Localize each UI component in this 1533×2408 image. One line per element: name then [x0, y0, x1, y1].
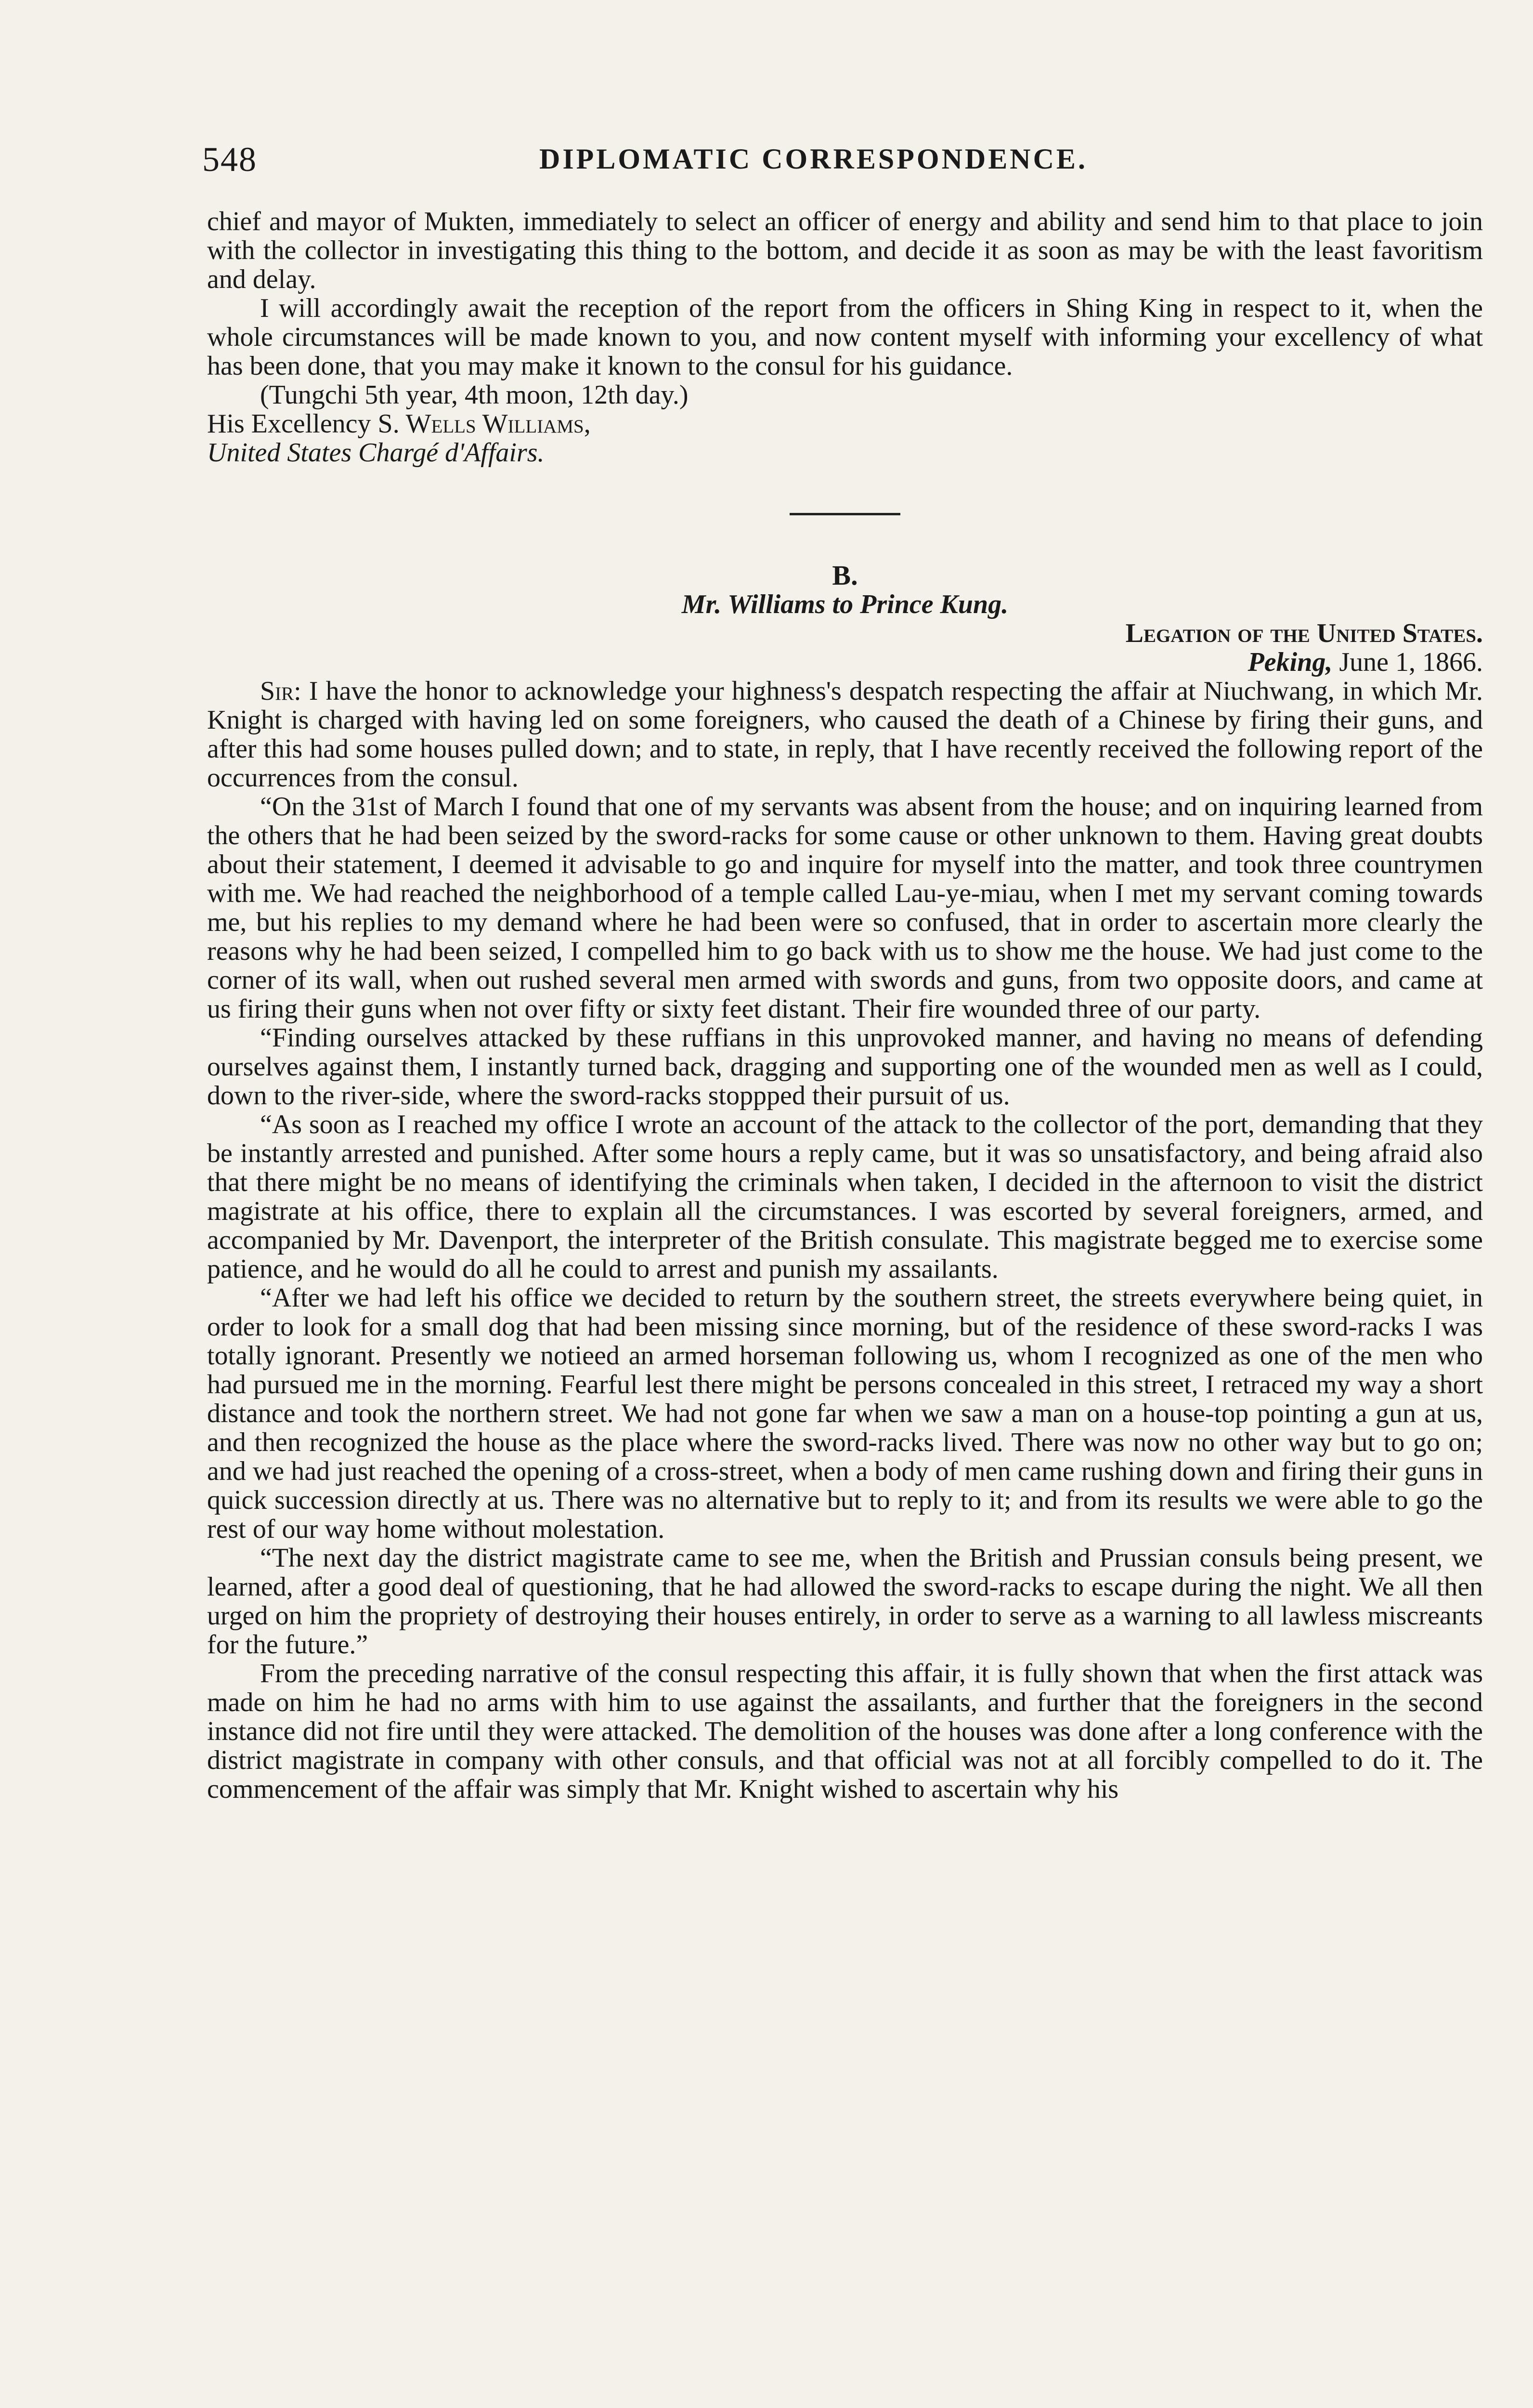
- running-head: DIPLOMATIC CORRESPONDENCE.: [539, 143, 1088, 175]
- quoted-paragraph: “As soon as I reached my office I wrote an account of the attack to the collector of the port, demanding that they be instantly arrested and punished. After some hours a reply came, but it was so unsatisfactory, and being afraid also that there might be no means of identifying the criminals when taken, I decided in the afternoon to visit the district magistrate at his office, there to explain all the circumstances. I was escorted by several foreigners, armed, and accompanied by Mr. Davenport, the interpreter of the British consulate. This magistrate begged me to exercise some patience, and he would do all he could to arrest and punish my assailants.: [207, 1110, 1483, 1284]
- paragraph: I will accordingly await the reception of the report from the officers in Shing King in respect to it, when the whole circumstances will be made known to you, and now content myself with informing your excellency of what has been done, that you may make it known to the consul for his guidance.: [207, 293, 1483, 381]
- letter-title: Mr. Williams to Prince Kung.: [681, 589, 1009, 619]
- addressee-prefix: His Excellency: [207, 409, 371, 439]
- opening-text: : I have the honor to acknowledge your highness's despatch respecting the affair at Niuchwang, in which Mr. Knight is charged with having led on some foreigners, who caused the death of a Chinese by firing their guns, and after this had some houses pulled down; and to state, in reply, that I have recently received the following report of the occurrences from the consul.: [207, 676, 1483, 793]
- letterhead: Legation of the United States.: [1125, 618, 1483, 648]
- addressee-name: S. Wells Williams,: [377, 409, 591, 439]
- addressee-title: United States Chargé d'Affairs.: [207, 438, 545, 468]
- quoted-paragraph: “The next day the district magistrate came to see me, when the British and Prussian consuls being present, we learned, after a good deal of questioning, that he had allowed the sword-racks to escape during the night. We all then urged on him the propriety of destroying their houses entirely, in order to serve as a warning to all lawless miscreants for the future.”: [207, 1543, 1483, 1660]
- paragraph: [207, 677, 1483, 792]
- place-date: [207, 648, 1483, 677]
- quoted-paragraph: “On the 31st of March I found that one of my servants was absent from the house; and on inquiring learned from the others that he had been seized by the sword-racks for some cause or other unknown to them. Having great doubts about their statement, I deemed it advisable to go and inquire for myself into the matter, and took three countrymen with me. We had reached the neighborhood of a temple called Lau-ye-miau, when I met my servant coming towards me, but his replies to my demand where he had been were so confused, that in order to ascertain more clearly the reasons why he had been seized, I compelled him to go back with us to show me the house. We had just come to the corner of its wall, when out rushed several men armed with swords and guns, from two opposite doors, and came at us firing their guns when not over fifty or sixty feet distant. Their fire wounded three of our party.: [207, 792, 1483, 1024]
- quoted-paragraph: “Finding ourselves attacked by these ruffians in this unprovoked manner, and having no means of defending ourselves against them, I instantly turned back, dragging and supporting one of the wounded men as well as I could, down to the river-side, where the sword-racks stoppped their pursuit of us.: [207, 1023, 1483, 1111]
- addressee-line: [207, 409, 1483, 438]
- body-text: [207, 207, 1483, 1804]
- section-divider: [790, 513, 900, 515]
- paragraph: From the preceding narrative of the consul respecting this affair, it is fully shown that when the first attack was made on him he had no arms with him to use against the assailants, and further that the foreigners in the second instance did not fire until they were attacked. The demolition of the houses was done after a long conference with the district magistrate in company with other consuls, and that official was not at all forcibly compelled to do it. The commencement of the affair was simply that Mr. Knight wished to ascertain why his: [207, 1659, 1483, 1804]
- quoted-paragraph: “After we had left his office we decided to return by the southern street, the streets everywhere being quiet, in order to look for a small dog that had been missing since morning, but of the residence of these sword-racks I was totally ignorant. Presently we notieed an armed horseman following us, whom I recognized as one of the men who had pursued me in the morning. Fearful lest there might be persons concealed in this street, I retraced my way a short distance and took the northern street. We had not gone far when we saw a man on a house-top pointing a gun at us, and then recognized the house as the place where the sword-racks lived. There was now no other way but to go on; and we had just reached the opening of a cross-street, when a body of men came rushing down and firing their guns in quick succession directly at us. There was no alternative but to reply to it; and from its results we were able to go the rest of our way home without molestation.: [207, 1283, 1483, 1544]
- paragraph: chief and mayor of Mukten, immediately to select an officer of energy and ability and send him to that place to join with the collector in investigating this thing to the bottom, and decide it as soon as may be with the least favoritism and delay.: [207, 207, 1483, 294]
- page-header: [202, 140, 1483, 193]
- page-number: 548: [202, 140, 257, 179]
- letter-place: Peking,: [1247, 647, 1333, 677]
- section-letter: B.: [832, 560, 858, 591]
- dateline: (Tungchi 5th year, 4th moon, 12th day.): [260, 380, 689, 410]
- salutation: Sir: [260, 676, 294, 706]
- letter-date: June 1, 1866.: [1339, 647, 1483, 677]
